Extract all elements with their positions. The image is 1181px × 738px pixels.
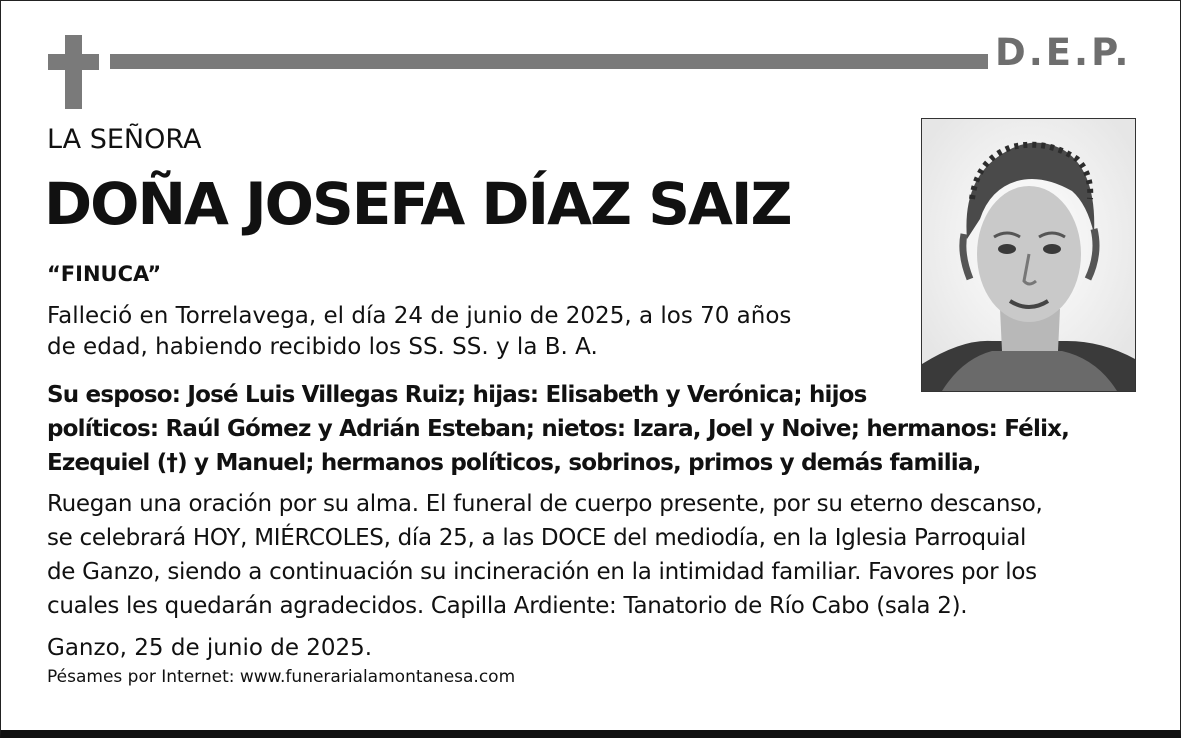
ceremony-line: de Ganzo, siendo a continuación su incineración en la intimidad familiar. Favores por los: [47, 559, 1037, 585]
ceremony-line: se celebrará HOY, MIÉRCOLES, día 25, a las DOCE del mediodía, en la Iglesia Parroquial: [47, 525, 1027, 551]
family-line: Su esposo: José Luis Villegas Ruiz; hijas: Elisabeth y Verónica; hijos: [47, 382, 867, 408]
condolences-web: Pésames por Internet: www.funerarialamontanesa.com: [47, 667, 516, 687]
family-list: [47, 378, 1069, 480]
cross-icon-bar: [48, 54, 99, 70]
family-line: Ezequiel (†) y Manuel; hermanos políticos, sobrinos, primos y demás familia,: [47, 450, 981, 476]
place-date: Ganzo, 25 de junio de 2025.: [47, 635, 373, 661]
ceremony-line: Ruegan una oración por su alma. El funeral de cuerpo presente, por su eterno descanso,: [47, 491, 1043, 517]
death-line: de edad, habiendo recibido los SS. SS. y la B. A.: [47, 334, 598, 360]
death-notice: [47, 301, 791, 363]
deceased-name: DOÑA JOSEFA DÍAZ SAIZ: [44, 170, 791, 238]
header-rule: [110, 54, 988, 69]
ceremony-line: cuales les quedarán agradecidos. Capilla Ardiente: Tanatorio de Río Cabo (sala 2).: [47, 593, 968, 619]
portrait-photo-svg: [922, 119, 1135, 391]
nickname: “FINUCA”: [47, 262, 162, 286]
intro-label: LA SEÑORA: [47, 124, 202, 155]
cross-icon: [65, 35, 82, 109]
dep-label: D.E.P.: [995, 31, 1132, 74]
ceremony-text: [47, 487, 1043, 623]
portrait-photo: [921, 118, 1136, 392]
death-line: Falleció en Torrelavega, el día 24 de junio de 2025, a los 70 años: [47, 303, 792, 329]
family-line: políticos: Raúl Gómez y Adrián Esteban; nietos: Izara, Joel y Noive; hermanos: Félix,: [47, 416, 1070, 442]
